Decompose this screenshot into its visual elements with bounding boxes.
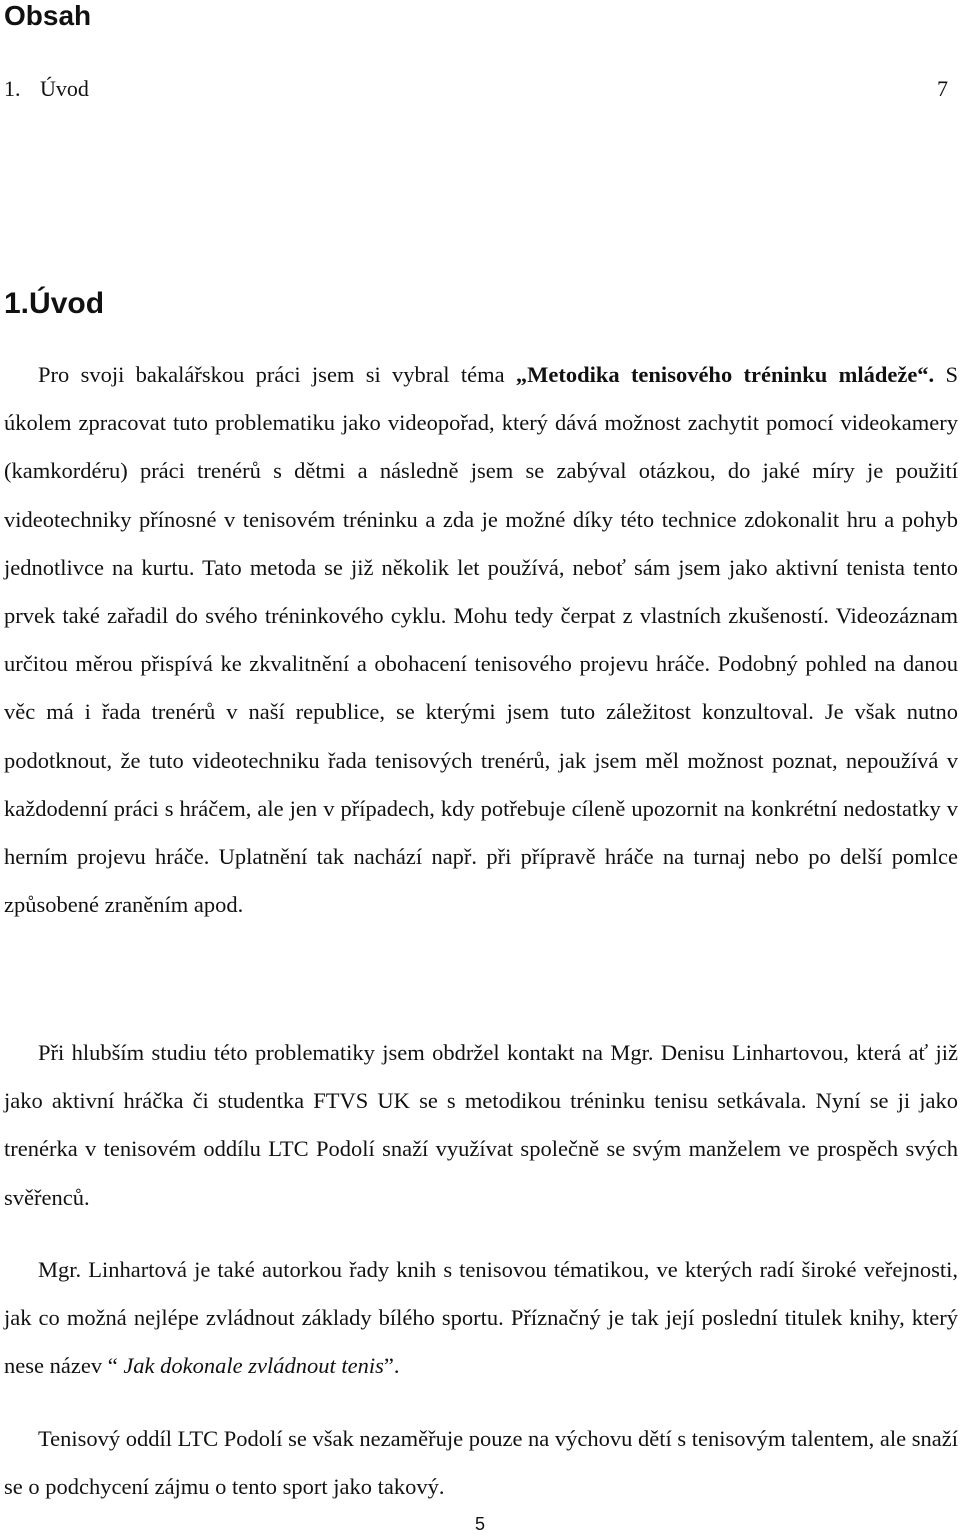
page-number: 5 (474, 1514, 485, 1534)
toc-entry-page: 7 (937, 76, 948, 101)
paragraph-contact: Při hlubším studiu této problematiky jsem obdržel kontakt na Mgr. Denisu Linhartovou, která ať již jako aktivní hráčka či studentka FTVS UK se s metodikou tréninku tenisu setkávala. Nyní se ji jako trenérka v tenisovém oddílu LTC Podolí snaží využívat společně se svým manželem ve prospěch svých svěřenců. (4, 1040, 958, 1210)
book-title: Jak dokonale zvládnout tenis (123, 1353, 384, 1379)
paragraph-author (4, 1246, 958, 1391)
paragraph-intro-body: S úkolem zpracovat tuto problematiku jako videopořad, který dává možnost zachytit pomocí videokamery (kamkordéru) práci trenérů s dětmi a následně jsem se zabýval otázkou, do jaké míry je použití videotechniky přínosné v tenisovém tréninku a zda je možné díky této technice zdokonalit hru a pohyb jednotlivce na kurtu. Tato metoda se již několik let používá, neboť sám jsem jako aktivní tenista tento prvek také zařadil do svého tréninkového cyklu. Mohu tedy čerpat z vlastních zkušeností. Videozáznam určitou měrou přispívá ke zkvalitnění a obohacení tenisového projevu hráče. Podobný pohled na danou věc má i řada trenérů v naší republice, se kterými jsem tuto záležitost konzultoval. Je však nutno podotknout, že tuto videotechniku řada tenisových trenérů, jak jsem měl možnost poznat, nepoužívá v každodenní práci s hráčem, ale jen v případech, kdy potřebuje cíleně upozornit na konkrétní nedostatky v herním projevu hráče. Uplatnění tak nachází např. při přípravě hráče na turnaj nebo po delší pomlce způsobené zraněním apod. (4, 362, 959, 918)
paragraph-author-lead: Mgr. Linhartová je také autorkou řady knih s tenisovou tématikou, ve kterých radí široké veřejnosti, jak co možná nejlépe zvládnout základy bílého sportu. Příznačný je tak její poslední titulek knihy, který nese název “ (4, 1257, 958, 1379)
toc-entry[interactable] (4, 72, 948, 106)
paragraph-club: Tenisový oddíl LTC Podolí se však nezaměřuje pouze na výchovu dětí s tenisovým talentem, ale snaží se o podchycení zájmu o tento sport jako takový. (4, 1426, 958, 1500)
section-number: 1. (4, 287, 30, 320)
section-title: Úvod (29, 287, 105, 320)
paragraph-intro-lead: Pro svoji bakalářskou práci jsem si vybral téma (38, 362, 516, 387)
toc-entry-number: 1. (4, 76, 21, 101)
section-heading (4, 282, 104, 326)
paragraph-author-end: ”. (383, 1353, 400, 1379)
thesis-topic: „Metodika tenisového tréninku mládeže“. (515, 362, 935, 387)
toc-title: Obsah (4, 0, 92, 31)
toc-entry-title: Úvod (40, 76, 89, 101)
paragraph-intro (4, 351, 958, 929)
